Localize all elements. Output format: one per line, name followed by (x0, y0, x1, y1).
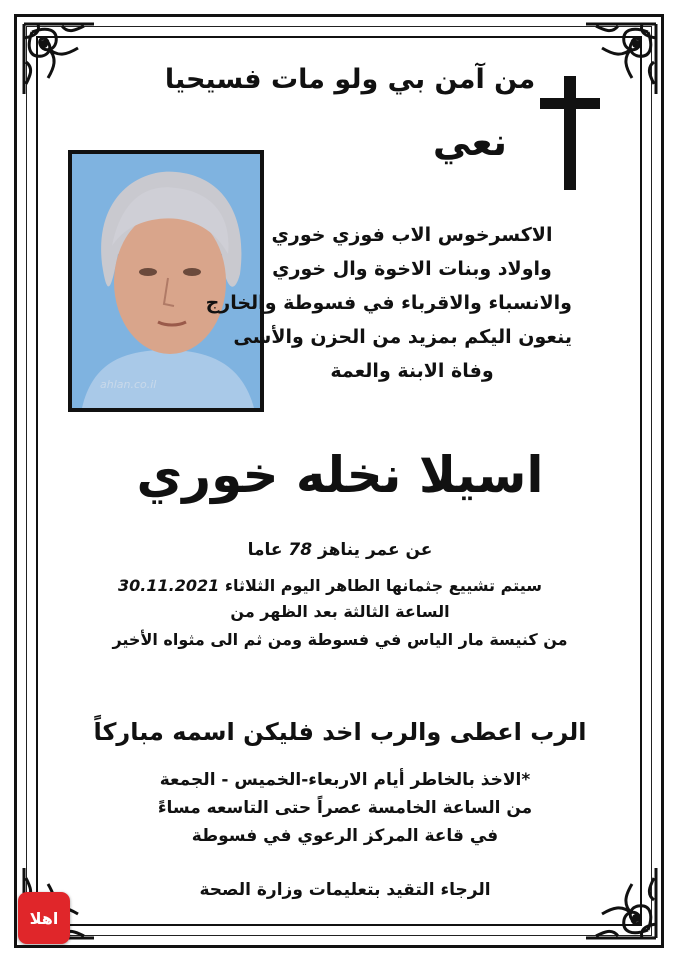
family-block (205, 218, 572, 388)
family-line: الاكسرخوس الاب فوزي خوري (271, 224, 553, 246)
ahlan-logo[interactable] (18, 892, 70, 944)
health-rule: الرجاء التقيد بتعليمات وزارة الصحة (199, 880, 491, 900)
watermark: ahlan.co.il (100, 378, 157, 391)
time-line: الساعة الثالثة بعد الظهر من (230, 602, 450, 621)
family-line: ينعون اليكم بمزيد من الحزن والأسى (233, 326, 572, 348)
deceased-name: اسيلا نخله خوري (136, 446, 544, 504)
age-value: 78 (288, 540, 313, 560)
place-line: من كنيسة مار الياس في فسوطة ومن ثم الى مثواه الأخير (112, 630, 568, 649)
verse: الرب اعطى والرب اخد فليكن اسمه مباركاً (93, 718, 587, 746)
portrait-photo (68, 150, 264, 412)
family-line: والانسباء والاقرباء في فسوطة والخارج (205, 292, 572, 314)
funeral-line: سيتم تشييع جثمانها الطاهر اليوم الثلاثاء 30.11.2021 (118, 576, 542, 595)
condolence-line: *الاخذ بالخاطر أيام الاربعاء-الخميس - الجمعة (159, 770, 531, 790)
logo-text: اهلا (29, 908, 59, 928)
headline: من آمن بي ولو مات فسيحيا (164, 64, 536, 95)
family-line: وفاة الابنة والعمة (330, 360, 494, 382)
corner-ornament-icon (18, 18, 100, 100)
notice-word: نعي (432, 120, 508, 164)
condolence-line: في قاعة المركز الرعوي في فسوطة (191, 826, 499, 846)
corner-ornament-icon (580, 862, 662, 944)
family-line: واولاد وبنات الاخوة وال خوري (272, 258, 552, 280)
funeral-date: 30.11.2021 (118, 576, 220, 595)
age-line: عن عمر يناهز 78 عاما (247, 540, 433, 560)
condolence-line: من الساعة الخامسة عصراً حتى التاسعه مساءً (157, 798, 533, 818)
